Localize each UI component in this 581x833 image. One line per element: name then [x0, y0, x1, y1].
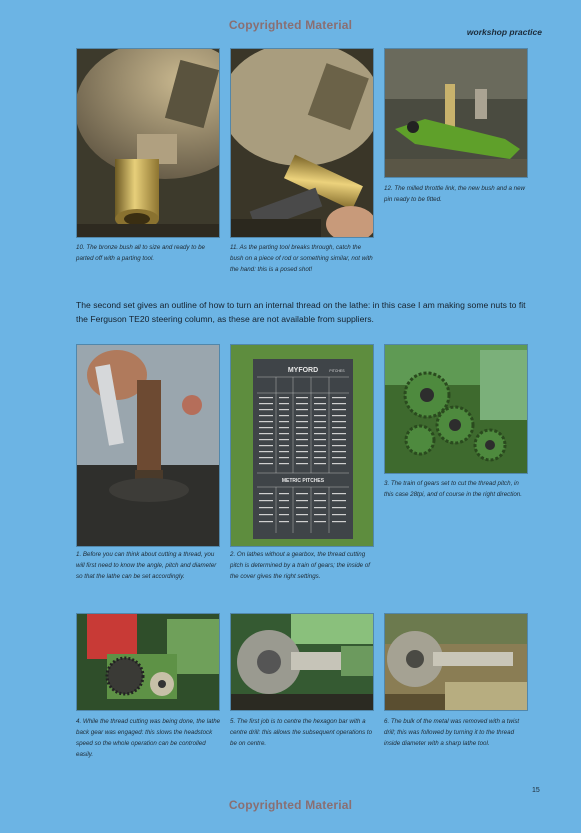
- plate-subtitle: PITCHES: [329, 369, 345, 373]
- photo-gear-train: [384, 344, 528, 474]
- plate-metric-heading: METRIC PITCHES: [281, 478, 325, 484]
- photo-back-gear: [76, 613, 220, 711]
- copyright-watermark-bottom: Copyrighted Material: [228, 798, 353, 812]
- photo-thread-gauge: [76, 344, 220, 547]
- photo-myford-pitch-plate: [230, 344, 374, 547]
- copyright-watermark-top: Copyrighted Material: [228, 18, 353, 32]
- page-number: 15: [532, 787, 540, 794]
- caption-4: 4. While the thread cutting was being done, the lathe back gear was engaged: this slows the headstock speed so the whole operation can be controlled easily.: [76, 718, 221, 758]
- plate-brand: MYFORD: [287, 367, 319, 374]
- section-label: workshop practice: [466, 27, 542, 37]
- caption-1: 1. Before you can think about cutting a thread, you will first need to know the angle, pitch and diameter so that the lathe can be set accordingly.: [76, 551, 217, 580]
- photo-throttle-link: [384, 48, 528, 178]
- caption-10: 10. The bronze bush all to size and ready to be parted off with a parting tool.: [76, 244, 205, 262]
- photo-centre-drill: [230, 613, 374, 711]
- photo-twist-drill: [384, 613, 528, 711]
- caption-2: 2. On lathes without a gearbox, the thread cutting pitch is determined by a train of gears; the inside of the cover gives the right settings.: [230, 551, 370, 580]
- caption-5: 5. The first job is to centre the hexagon bar with a centre drill: this allows the subsequent operations to be on centre.: [230, 718, 373, 747]
- photo-bronze-bush-chuck: [76, 48, 220, 238]
- caption-11: 11. As the parting tool breaks through, catch the bush on a piece of rod or something similar, not with the hand: this is a posed shot!: [230, 244, 373, 273]
- caption-3: 3. The train of gears set to cut the thread pitch, in this case 28tpi, and of course in the right direction.: [384, 480, 522, 498]
- body-paragraph: The second set gives an outline of how to turn an internal thread on the lathe: in this case I am making some nuts to fit the Ferguson TE20 steering column, as these are not available from suppliers.: [76, 300, 526, 324]
- caption-12: 12. The milled throttle link, the new bush and a new pin ready to be fitted.: [384, 185, 526, 203]
- caption-6: 6. The bulk of the metal was removed with a twist drill; this was followed by turning it to the thread inside diameter with a sharp lathe tool.: [384, 718, 520, 747]
- photo-parting-tool: [230, 48, 374, 238]
